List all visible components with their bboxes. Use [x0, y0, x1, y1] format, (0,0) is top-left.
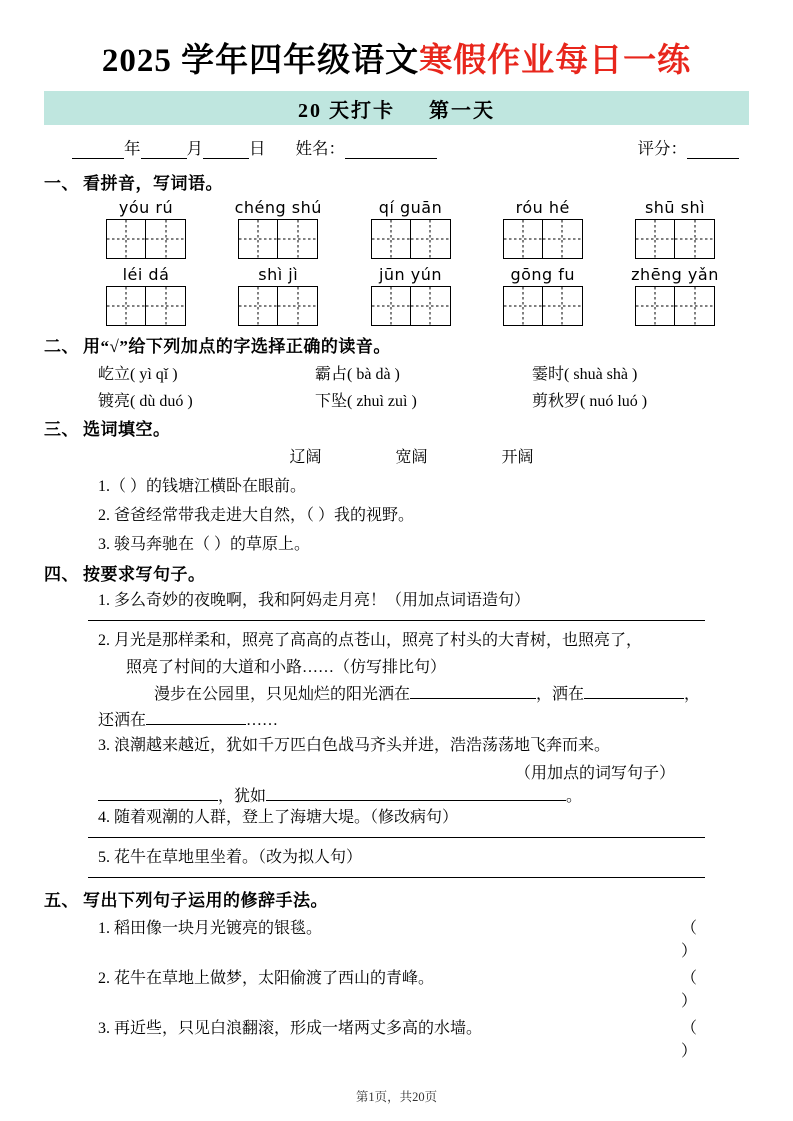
month-input[interactable]: [141, 143, 187, 159]
section-three-heading: [44, 415, 749, 440]
pronunciation-options[interactable]: ( bà dà ): [347, 366, 400, 383]
pronunciation-row: [44, 361, 749, 384]
rhetoric-sentence: 2. 花牛在草地上做梦，太阳偷渡了西山的青峰。: [98, 969, 435, 987]
question-4-5: 5. 花牛在草地里坐着。（改为拟人句）: [98, 849, 363, 867]
month-label: 月: [186, 139, 203, 158]
pinyin-label: zhēng yǎn: [631, 265, 719, 284]
day-input[interactable]: [203, 143, 249, 159]
grid-cell[interactable]: [635, 286, 675, 326]
pinyin-block-row1: [44, 198, 749, 259]
grid-pair[interactable]: [619, 219, 731, 259]
pinyin-label: jūn yún: [378, 265, 443, 284]
fill-question[interactable]: 1.（ ）的钱塘江横卧在眼前。: [98, 478, 307, 495]
grid-pair[interactable]: [487, 286, 599, 326]
grid-cell[interactable]: [146, 219, 186, 259]
question-4-1: 1. 多么奇妙的夜晚啊，我和阿妈走月亮！（用加点词语造句）: [98, 592, 531, 609]
banner: [44, 91, 749, 125]
pronunciation-item[interactable]: [98, 361, 315, 384]
fill-question[interactable]: 2. 爸爸经常带我走进大自然，（ ）我的视野。: [98, 507, 415, 524]
word-bank-item: 宽阔: [395, 449, 428, 466]
grid-cell[interactable]: [503, 219, 543, 259]
rhetoric-answer-bracket[interactable]: （ ）: [680, 919, 727, 960]
grid-cell[interactable]: [238, 219, 278, 259]
section-five-heading: [44, 886, 749, 911]
pronunciation-item[interactable]: [315, 361, 532, 384]
pronunciation-row: [44, 388, 749, 411]
answer-blank[interactable]: [410, 684, 536, 699]
question-4-3-note: （用加点的词写句子）: [514, 765, 675, 783]
answer-blank[interactable]: [146, 710, 246, 725]
pronunciation-options[interactable]: ( yì qǐ ): [130, 366, 178, 383]
section-one-heading: [44, 169, 749, 194]
rhetoric-item: [44, 915, 749, 961]
writing-grid-row1: [44, 219, 749, 259]
section-two-text: 用“√”给下列加点的字选择正确的读音。: [83, 337, 391, 356]
name-label: 姓名：: [295, 139, 345, 158]
score-input[interactable]: [687, 143, 739, 159]
grid-cell[interactable]: [238, 286, 278, 326]
grid-cell[interactable]: [278, 286, 318, 326]
grid-cell[interactable]: [635, 219, 675, 259]
banner-right: 第一天: [429, 99, 495, 122]
grid-cell[interactable]: [371, 219, 411, 259]
section-five-number: 五、: [44, 890, 79, 910]
answer-comma: ，: [684, 686, 701, 704]
pinyin-label: gōng fu: [510, 265, 576, 284]
rhetoric-sentence: 1. 稻田像一块月光镀亮的银毯。: [98, 919, 323, 937]
rhetoric-answer-bracket[interactable]: （ ）: [680, 1019, 727, 1060]
page-title-black: 2025 学年四年级语文: [101, 43, 420, 79]
year-input[interactable]: [72, 143, 124, 159]
question-4-2-answer-row2: [44, 708, 749, 734]
section-four-number: 四、: [44, 565, 79, 584]
pinyin-label: chéng shú: [234, 198, 322, 217]
pinyin-label: shū shì: [644, 198, 706, 217]
grid-pair[interactable]: [90, 219, 202, 259]
grid-cell[interactable]: [106, 286, 146, 326]
pronunciation-item[interactable]: [532, 361, 749, 384]
answer-line-4-4[interactable]: [88, 837, 705, 838]
grid-cell[interactable]: [503, 286, 543, 326]
page-title-red: 寒假作业每日一练: [419, 43, 692, 79]
answer-mid: ，洒在: [536, 686, 585, 704]
grid-pair[interactable]: [487, 219, 599, 259]
section-three-text: 选词填空。: [83, 420, 171, 439]
pronunciation-word: 下坠: [315, 393, 348, 410]
pinyin-labels-row2: [44, 265, 749, 286]
writing-grid-row2: [44, 286, 749, 326]
question-4-2-line1: 2. 月光是那样柔和，照亮了高高的点苍山，照亮了村头的大青树，也照亮了，: [98, 631, 643, 649]
ruyu-label: ，犹如: [218, 788, 267, 806]
answer-blank[interactable]: [266, 786, 566, 801]
question-4-3-answer: [44, 783, 749, 806]
pronunciation-word: 剪秋罗: [532, 393, 581, 410]
day-label: 日: [249, 139, 266, 158]
grid-pair[interactable]: [355, 219, 467, 259]
rhetoric-item: [44, 1015, 749, 1061]
section-four-text: 按要求写句子。: [83, 565, 206, 584]
rhetoric-item: [44, 965, 749, 1011]
pronunciation-word: 屹立: [98, 366, 131, 383]
word-bank-item: 辽阔: [289, 449, 322, 466]
question-4-2-answer-row1: [44, 682, 749, 708]
section-four-heading: [44, 560, 749, 585]
section-five-text: 写出下列句子运用的修辞手法。: [83, 890, 328, 910]
grid-cell[interactable]: [411, 286, 451, 326]
question-4-2-line2: 照亮了村间的大道和小路……（仿写排比句）: [126, 658, 447, 676]
pronunciation-options[interactable]: ( dù duó ): [130, 393, 193, 410]
answer-prefix: 漫步在公园里，只见灿烂的阳光洒在: [154, 686, 411, 704]
answer-line-4-1[interactable]: [88, 620, 705, 621]
pinyin-label: róu hé: [515, 198, 570, 217]
word-bank-item: 开阔: [501, 449, 534, 466]
pronunciation-options[interactable]: ( zhuì zuì ): [347, 393, 417, 410]
question-4-4: 4. 随着观潮的人群，登上了海塘大堤。（修改病句）: [98, 809, 459, 827]
fill-question[interactable]: 3. 骏马奔驰在（ ）的草原上。: [98, 536, 311, 553]
name-input[interactable]: [345, 143, 437, 159]
pinyin-label: qí guān: [378, 198, 443, 217]
section-one-number: 一、: [44, 174, 79, 193]
info-line: [44, 135, 749, 159]
page-footer: 第1页，共20页: [355, 1090, 438, 1104]
grid-cell[interactable]: [371, 286, 411, 326]
rhetoric-sentence: 3. 再近些，只见白浪翻滚，形成一堵两丈多高的水墙。: [98, 1019, 483, 1037]
grid-pair[interactable]: [222, 286, 334, 326]
question-4-3: 3. 浪潮越来越近，犹如千万匹白色战马齐头并进，浩浩荡荡地飞奔而来。: [98, 736, 611, 754]
grid-pair[interactable]: [222, 219, 334, 259]
score-label: 评分：: [637, 139, 687, 158]
banner-left: 20 天打卡: [298, 99, 395, 122]
pinyin-labels-row1: [44, 198, 749, 219]
pronunciation-word: 镀亮: [98, 393, 131, 410]
section-two-number: 二、: [44, 337, 79, 356]
pinyin-label: shì jì: [258, 265, 299, 284]
grid-cell[interactable]: [675, 286, 715, 326]
section-three-number: 三、: [44, 420, 79, 439]
ruyu-period: 。: [566, 788, 583, 806]
word-bank: [44, 444, 749, 467]
section-two-heading: [44, 332, 749, 357]
grid-pair[interactable]: [355, 286, 467, 326]
grid-cell[interactable]: [411, 219, 451, 259]
answer-ellipsis: ……: [246, 711, 279, 729]
pinyin-label: yóu rú: [118, 198, 174, 217]
grid-cell[interactable]: [543, 286, 583, 326]
grid-pair[interactable]: [90, 286, 202, 326]
rhetoric-answer-bracket[interactable]: （ ）: [680, 969, 727, 1010]
answer-prefix2: 还洒在: [98, 711, 147, 729]
grid-pair[interactable]: [619, 286, 731, 326]
pronunciation-item[interactable]: [315, 388, 532, 411]
pronunciation-item[interactable]: [532, 388, 749, 411]
year-label: 年: [124, 139, 141, 158]
grid-cell[interactable]: [675, 219, 715, 259]
pronunciation-item[interactable]: [98, 388, 315, 411]
answer-blank[interactable]: [584, 684, 684, 699]
section-one-text: 看拼音，写词语。: [83, 174, 223, 193]
pinyin-label: léi dá: [122, 265, 170, 284]
pronunciation-word: 霸占: [315, 366, 348, 383]
pinyin-block-row2: [44, 265, 749, 326]
pronunciation-options[interactable]: ( shuà shà ): [564, 366, 638, 383]
grid-cell[interactable]: [106, 219, 146, 259]
answer-blank[interactable]: [98, 786, 218, 801]
pronunciation-options[interactable]: ( nuó luó ): [580, 393, 648, 410]
page-title: [44, 34, 749, 81]
grid-cell[interactable]: [543, 219, 583, 259]
grid-cell[interactable]: [278, 219, 318, 259]
pronunciation-word: 霎时: [532, 366, 565, 383]
answer-line-4-5[interactable]: [88, 877, 705, 878]
grid-cell[interactable]: [146, 286, 186, 326]
